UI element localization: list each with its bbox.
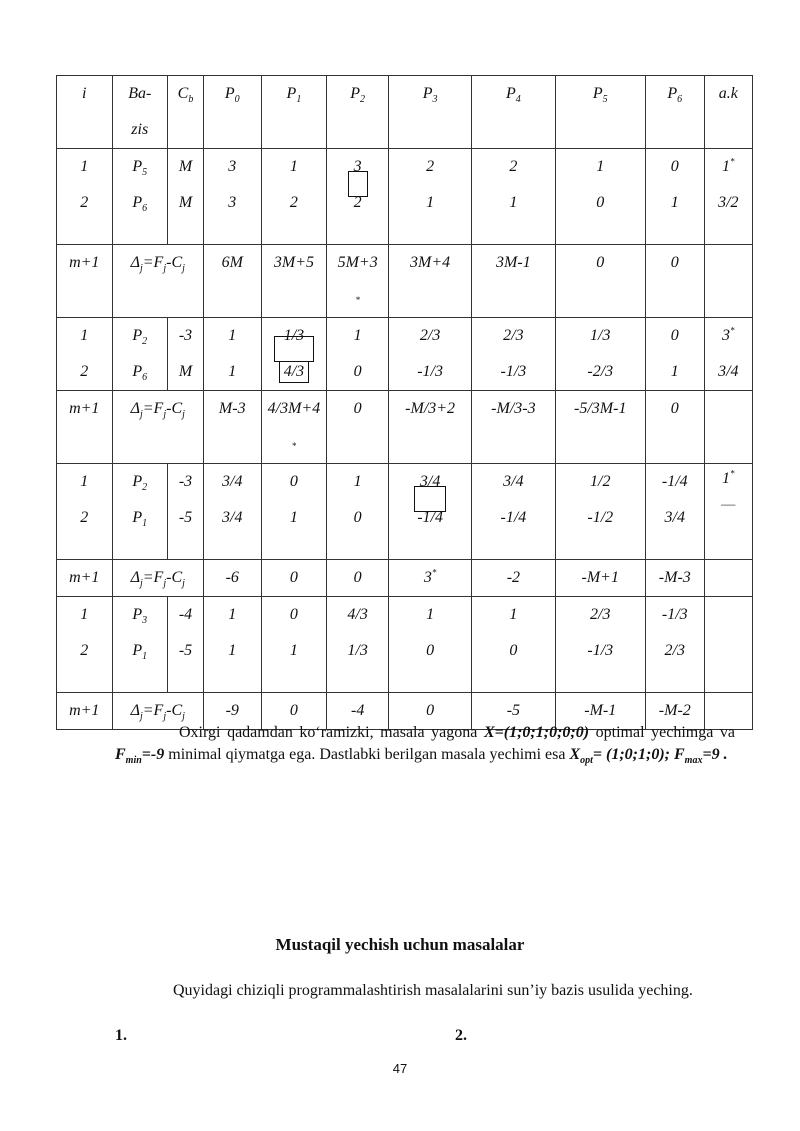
pivot-box: 3/4	[420, 464, 440, 500]
item-number-2: 2.	[455, 1027, 467, 1044]
header-p2: $P_2$	[327, 76, 389, 149]
header-basis: Ba- zis	[112, 76, 168, 149]
delta-row: m+1 $\Delta_j=F_j-C_j$ M-3 4/3M+4 * 0 -M/3+2 -M/3-3 -5/3M-1 0	[57, 391, 753, 464]
conclusion-paragraph: Oxirgi qadamdan koʻramizki, masala yagona X=(1;0;1;0;0;0) optimal yechimga va $F_{min}=-9$ minimal qiymatga ega. Dastlabki berilgan masala yechimi esa $X_{opt}=$ (1;0;1;0); $F_{max}=9$ .	[115, 724, 735, 767]
delta-row: m+1 $\Delta_j=F_j-C_j$ -6 0 0 3* -2 -M+1 -M-3	[57, 560, 753, 597]
item-number-1: 1.	[115, 1027, 127, 1044]
delta-row: m+1 $\Delta_j=F_j-C_j$ 6M 3M+5 5M+3 * 3M+4 3M-1 0 0	[57, 245, 753, 318]
table-header-row	[57, 76, 753, 149]
section-heading: Mustaqil yechish uchun masalalar	[275, 935, 525, 954]
table-row: 1 2 $P_2$ $P_1$ -3 -5 3/4 3/4 0 1 1 0 3/4 -1/4 3/4 -1/4 1/2 -1/2 -1/4 3/4 1* —	[57, 464, 753, 560]
header-p4: $P_4$	[472, 76, 555, 149]
simplex-table	[56, 75, 753, 730]
pivot-box: 4/3	[279, 361, 309, 383]
page-number: 47	[392, 1061, 408, 1076]
task-paragraph: Quyidagi chiziqli programmalashtirish masalalarini sun’iy bazis usulida yeching.	[173, 982, 693, 999]
table-row: 1 2 $P_5$ $P_6$ M M 3 3 1 2 3 2 2 1 2 1 1 0 0 1 1* 3/2	[57, 149, 753, 245]
table-row: 1 2 $P_2$ $P_6$ -3 M 1 1 1/3 4/3 1 0 2/3 -1/3 2/3 -1/3 1/3 -2/3 0 1 3* 3/4	[57, 318, 753, 391]
header-ak: a.k	[704, 76, 752, 149]
header-p6: $P_6$	[645, 76, 704, 149]
pivot-box: 3	[354, 149, 362, 185]
delta-row: m+1 $\Delta_j=F_j-C_j$ -9 0 -4 0 -5 -M-1 -M-2	[57, 693, 753, 730]
delta-label: $\Delta_j=F_j-C_j$	[112, 245, 203, 318]
header-p3: $P_3$	[388, 76, 471, 149]
header-p0: $P_0$	[203, 76, 261, 149]
header-i: i	[57, 76, 113, 149]
header-cb: $C_b$	[168, 76, 204, 149]
table-row: 1 2 $P_3$ $P_1$ -4 -5 1 1 0 1 4/3 1/3 1 0 1 0 2/3 -1/3 -1/3 2/3	[57, 597, 753, 693]
header-p5: $P_5$	[555, 76, 645, 149]
header-p1: $P_1$	[261, 76, 327, 149]
